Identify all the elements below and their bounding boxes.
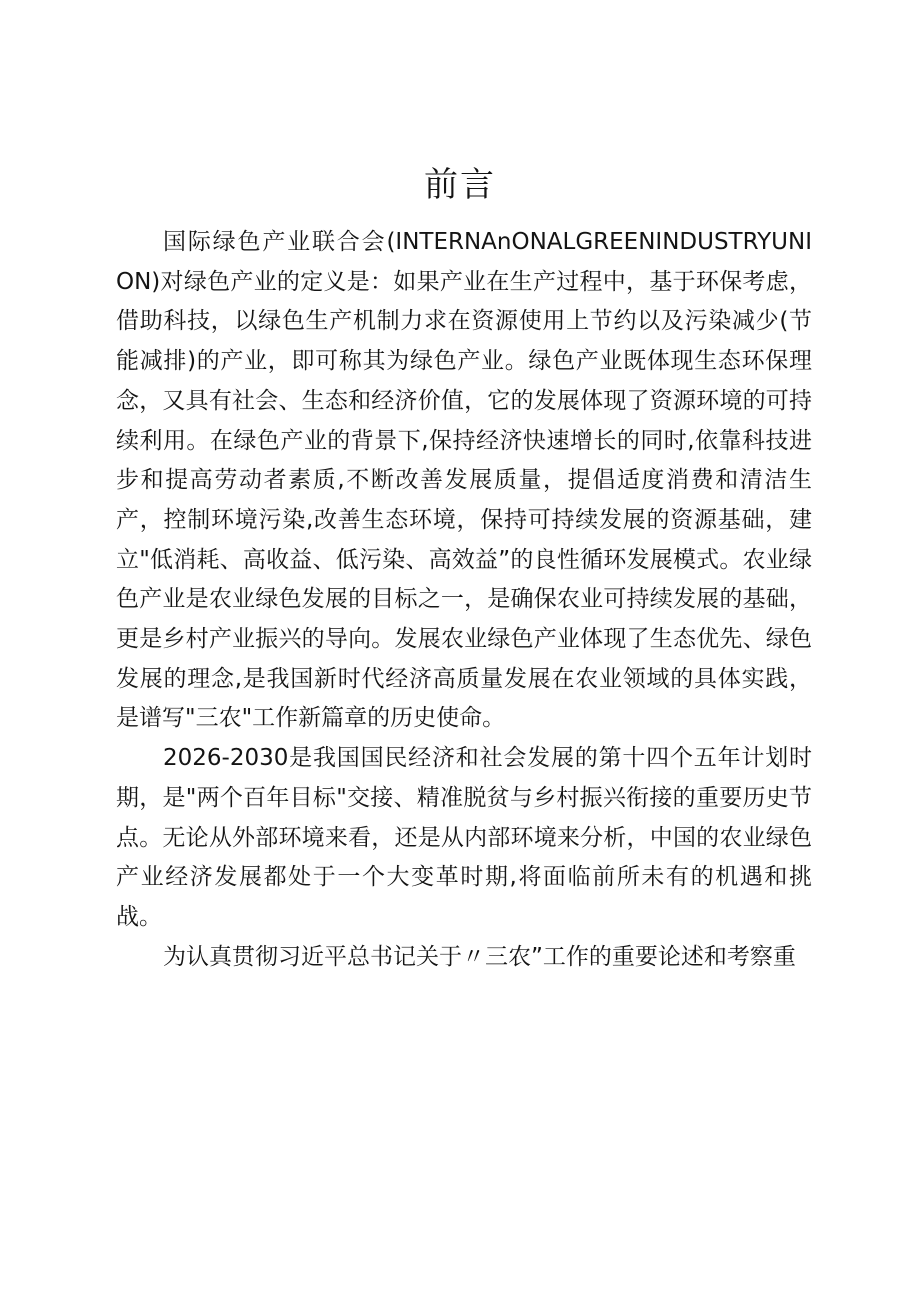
page-title: 前言 <box>424 165 496 205</box>
paragraph-five-year-plan: 2026-2030是我国国民经济和社会发展的第十四个五年计划时期，是"两个百年目标"交接、精准脱贫与乡村振兴衔接的重要历史节点。无论从外部环境来看，还是从内部环境来分析，中国的农业绿色产业经济发展都处于一个大变革时期,将面临前所未有的机遇和挑战。 <box>116 745 812 930</box>
paragraph-green-industry-definition: 国际绿色产业联合会(INTERNAnONALGREENINDUSTRYUNION)对绿色产业的定义是：如果产业在生产过程中，基于环保考虑，借助科技，以绿色生产机制力求在资源使用上节约以及污染减少(节能减排)的产业，即可称其为绿色产业。绿色产业既体现生态环保理念，又具有社会、生态和经济价值，它的发展体现了资源环境的可持续利用。在绿色产业的背景下,保持经济快速增长的同时,依靠科技进步和提高劳动者素质,不断改善发展质量，提倡适度消费和清洁生产，控制环境污染,改善生态环境，保持可持续发展的资源基础，建立"低消耗、高收益、低污染、高效益”的良性循环发展模式。农业绿色产业是农业绿色发展的目标之一，是确保农业可持续发展的基础，更是乡村产业振兴的导向。发展农业绿色产业体现了生态优先、绿色发展的理念,是我国新时代经济高质量发展在农业领域的具体实践，是谱写"三农"工作新篇章的历史使命。 <box>116 229 812 732</box>
document-body <box>116 223 812 977</box>
paragraph-implementation: 为认真贯彻习近平总书记关于〃三农”工作的重要论述和考察重 <box>163 943 796 970</box>
